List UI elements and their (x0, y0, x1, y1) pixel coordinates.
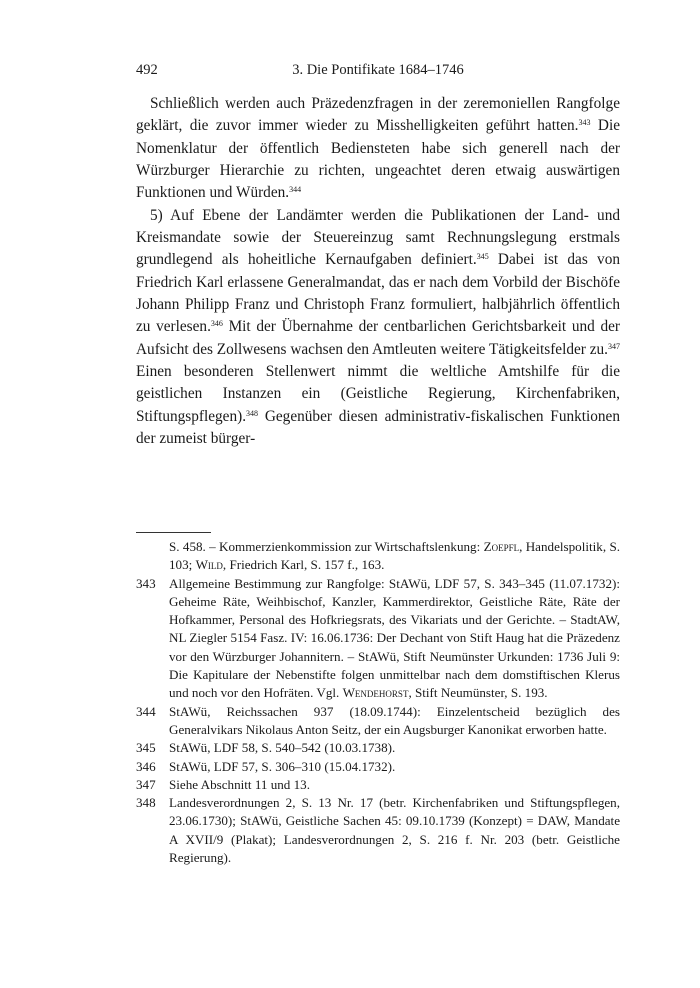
paragraph (136, 93, 620, 205)
text-run: Die Nomenklatur der öffentlich Bediensteten habe sich generell nach der Würzburger Hierarchie zu richten, ungeachtet deren etwaig auswärtigen Funktionen und Würden. (136, 117, 620, 202)
footnote-text: Siehe Abschnitt 11 und 13. (169, 776, 310, 792)
footnote-text: StAWü, LDF 57, S. 306–310 (15.04.1732). (169, 758, 396, 774)
footnote-continuation (136, 538, 620, 575)
footnote-number: 348 (136, 795, 156, 811)
text-run: Einen besonderen Stellenwert nimmt die weltliche Amtshilfe für die geistlichen Instanzen ein (Geistliche Regierung, Kirchenfabriken, Stiftungspflegen). (136, 363, 620, 425)
author-name: Wendehorst (342, 685, 409, 701)
footnotes (136, 538, 620, 867)
footnote-text: StAWü, Reichssachen 937 (18.09.1744): Einzelentscheid bezüglich des Generalvikars Nikolaus Anton Seitz, der ein Augsburger Kanonikat erworben hatte. (169, 703, 620, 737)
text-run: Mit der Übernahme der centbarlichen Gerichtsbarkeit und der Aufsicht des Zollwesens wachsen den Amtleuten weitere Tätigkeitsfelder zu. (136, 318, 620, 358)
footnote-ref: 344 (289, 185, 302, 195)
footnote-text (169, 575, 620, 703)
main-text (136, 93, 620, 451)
footnote-separator (136, 532, 211, 533)
page-number: 492 (136, 62, 158, 78)
text-run: Allgemeine Bestimmung zur Rangfolge: StAWü, LDF 57, S. 343–345 (11.07.1732): Geheime Räte, Weihbischof, Kanzler, Kammerdirektor, Geistliche Räte, Räte der Hofkammer, Personal des Hofkriegsrats, des Vikariats und der Gerichte. – StadtAW, NL Ziegler 5154 Fasz. IV: 16.06.1736: Der Dechant von Stift Haug hat die Präzedenz vor den Würzburger Johannitern. – StAWü, Stift Neumünster Urkunden: 1736 Juli 9: Die Kapitulare der Nebenstifte folgen unmittelbar nach dem domstiftischen Klerus und noch vor den Hofräten. Vgl. (169, 575, 620, 701)
footnote-ref: 343 (578, 118, 591, 128)
footnote-345 (136, 739, 620, 757)
footnote-343 (136, 575, 620, 703)
footnote-ref: 348 (246, 408, 259, 418)
footnote-347 (136, 776, 620, 794)
footnote-number-empty (136, 538, 169, 575)
footnote-number: 346 (136, 758, 156, 774)
footnote-text: Landesverordnungen 2, S. 13 Nr. 17 (betr. Kirchenfabriken und Stiftungspflegen, 23.06.1730); StAWü, Geistliche Sachen 45: 09.10.1739 (Konzept) = DAW, Mandate A XVII/9 (Plakat); Landesverordnungen 2, S. 216 f. Nr. 203 (betr. Geistliche Regierung). (169, 795, 620, 866)
footnote-346 (136, 758, 620, 776)
footnote-number: 344 (136, 703, 156, 719)
footnote-ref: 347 (608, 341, 620, 351)
footnote-number: 347 (136, 776, 156, 792)
text-run: Dabei ist das von Friedrich Karl erlassene Generalmandat, das er nach dem Vorbild der Bischöfe Johann Philipp Franz und Christoph Franz formuliert, halbjährlich öffentlich zu verlesen. (136, 251, 620, 336)
running-head: 3. Die Pontifikate 1684–1746 (292, 62, 464, 78)
text-run: , Handelspolitik, S. 103; (169, 539, 620, 573)
author-name: Zoepfl (483, 539, 520, 554)
footnote-ref: 345 (476, 252, 489, 262)
paragraph (136, 205, 620, 451)
footnote-text: StAWü, LDF 58, S. 540–542 (10.03.1738). (169, 740, 396, 756)
page-header (136, 62, 620, 82)
footnote-number: 343 (136, 575, 156, 591)
text-run: , Stift Neumünster, S. 193. (408, 685, 548, 701)
text-run: Schließlich werden auch Präzedenzfragen in der zeremoniellen Rangfolge geklärt, die zuvor immer wieder zu Misshelligkeiten geführt hatten. (136, 95, 620, 135)
author-name: Wild (195, 557, 223, 573)
footnote-number: 345 (136, 740, 156, 756)
text-run: , Friedrich Karl, S. 157 f., 163. (222, 557, 385, 573)
footnote-text (169, 538, 620, 575)
footnote-ref: 346 (210, 319, 223, 329)
text-run: S. 458. – Kommerzienkommission zur Wirtschaftslenkung: (169, 539, 484, 554)
text-run: 5) Auf Ebene der Landämter werden die Publikationen der Land- und Kreismandate sowie der Steuereinzug samt Rechnungslegung erstmals grundlegend als hoheitliche Kernaufgaben definiert. (136, 206, 620, 269)
text-run: Gegenüber diesen administrativ-fiskalischen Funktionen der zumeist bürger- (136, 407, 620, 448)
footnote-348 (136, 794, 620, 867)
footnote-344 (136, 703, 620, 740)
